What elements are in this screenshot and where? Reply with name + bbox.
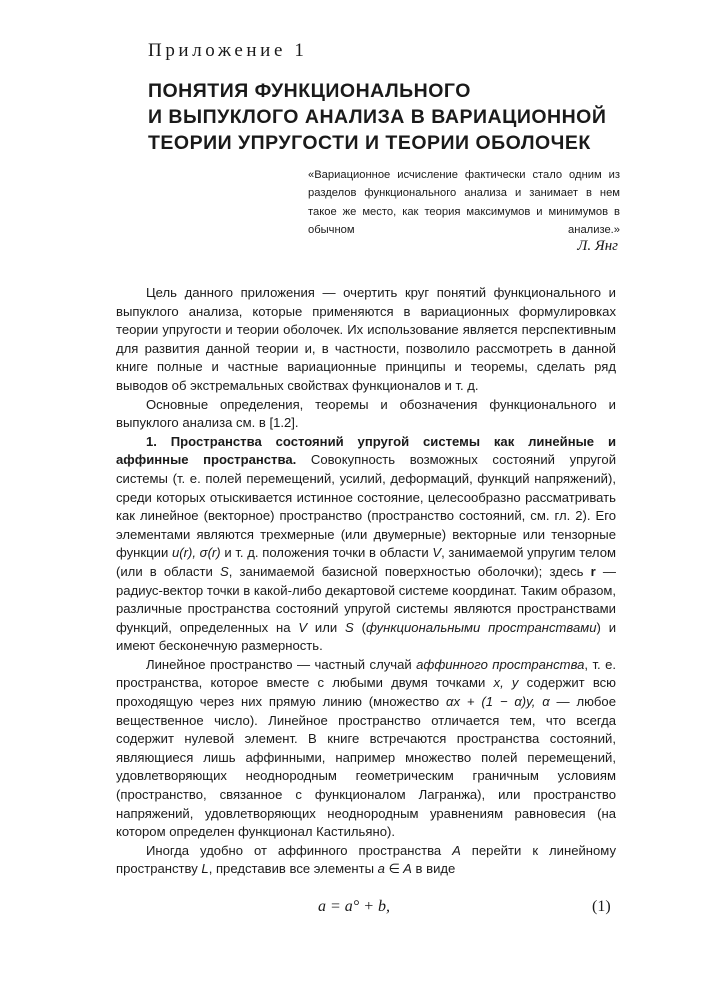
math-run: L: [201, 861, 209, 877]
appendix-label: Приложение 1: [148, 40, 308, 61]
paragraph-2: Основные определения, теоремы и обозначения функционального и выпуклого анализа см. в [1.2].: [116, 396, 616, 431]
emphasis-run: аффинного пространства: [416, 656, 585, 672]
paragraph-4: [116, 656, 616, 842]
math-run: αx + (1 − α)y, α: [446, 694, 550, 710]
text-run: — радиус-вектор точки в какой-либо декартовой системе координат. Таким образом, различные пространства состояний упругой системы являются пространствами функций, определенных на: [116, 563, 616, 635]
emphasis-run: функциональными пространствами: [365, 619, 597, 635]
page-title: [148, 78, 628, 156]
text-run: и т. д. положения точки в области: [220, 545, 433, 561]
text-run: , т. е. пространства, которое вместе с любыми двумя точками: [116, 656, 616, 691]
text-run: в виде: [411, 861, 456, 877]
paragraph-3: [116, 433, 616, 656]
text-run: ) и имеют бесконечную размерность.: [116, 619, 617, 654]
title-line-3: ТЕОРИИ УПРУГОСТИ И ТЕОРИИ ОБОЛОЧЕК: [148, 132, 591, 154]
text-run: содержит всю проходящую через них прямую линию (множество: [116, 675, 617, 710]
math-run: S: [345, 619, 354, 635]
section-heading: 1. Пространства состояний упругой системы как линейные и аффинные пространства.: [116, 433, 616, 468]
math-run: u(r), σ(r): [171, 545, 221, 561]
math-run: V: [432, 545, 442, 561]
text-run: (: [353, 619, 366, 635]
text-run: , занимаемой упругим телом (или в области: [116, 545, 617, 579]
text-run: Иногда удобно от аффинного пространства: [146, 842, 453, 858]
text-run: , представив все элементы: [208, 861, 378, 877]
equation-number: (1): [592, 898, 611, 915]
math-run: r: [590, 563, 596, 579]
epigraph-quote: «Вариационное исчисление фактически стало одним из разделов функционального анализа и занимает в нем такое же место, как теория максимумов и минимумов в обычном анализе.»: [308, 169, 620, 236]
text-run: , занимаемой базисной поверхностью оболочки); здесь: [228, 563, 591, 579]
paragraph-5: [116, 842, 616, 879]
text-run: Совокупность возможных состояний упругой системы (т. е. полей перемещений, усилий, деформаций, функций напряжений), среди которых отыскивается истинное состояние, целесообразно рассматривать как линейное (векторное) пространство (пространство состояний, см. гл. 2). Его элементами являются трехмерные (или двумерные) векторные или тензорные функции: [116, 452, 617, 561]
title-line-2: И ВЫПУКЛОГО АНАЛИЗА В ВАРИАЦИОННОЙ: [148, 106, 607, 128]
math-run: V: [298, 619, 308, 635]
display-formula: a = a° + b,: [318, 898, 390, 915]
title-line-1: ПОНЯТИЯ ФУНКЦИОНАЛЬНОГО: [148, 80, 471, 102]
paragraph-1: Цель данного приложения — очертить круг понятий функционального и выпуклого анализа, которые применяются в вариационных формулировках теории упругости и теории оболочек. Их использование является перспективным для развития данной теории и, в частности, позволило рассмотреть в данной книге полные и частные вариационные принципы и теоремы, сделать ряд выводов об экстремальных свойствах функционалов и т. д.: [116, 285, 616, 393]
math-run: x, y: [493, 675, 519, 691]
math-run: A: [452, 842, 461, 858]
text-run: или: [307, 619, 346, 635]
math-run: a ∈ A: [377, 861, 412, 877]
text-run: перейти к линейному пространству: [116, 842, 616, 877]
text-run: — любое вещественное число). Линейное пространство отличается тем, что всегда содержит нулевой элемент. В книге встречаются пространства состояний, являющиеся лишь аффинными, например множество полей перемещений, удовлетворяющих неоднородным геометрическим граничным условиям (пространство, связанное с функционалом Лагранжа), или пространство напряжений, удовлетворяющих неоднородным уравнениям равновесия (на котором определен функционал Кастильяно).: [116, 694, 616, 840]
math-run: S: [220, 563, 229, 579]
epigraph-author: Л. Янг: [577, 238, 618, 254]
body-text: [116, 284, 616, 879]
text-run: Линейное пространство — частный случай: [146, 656, 417, 672]
